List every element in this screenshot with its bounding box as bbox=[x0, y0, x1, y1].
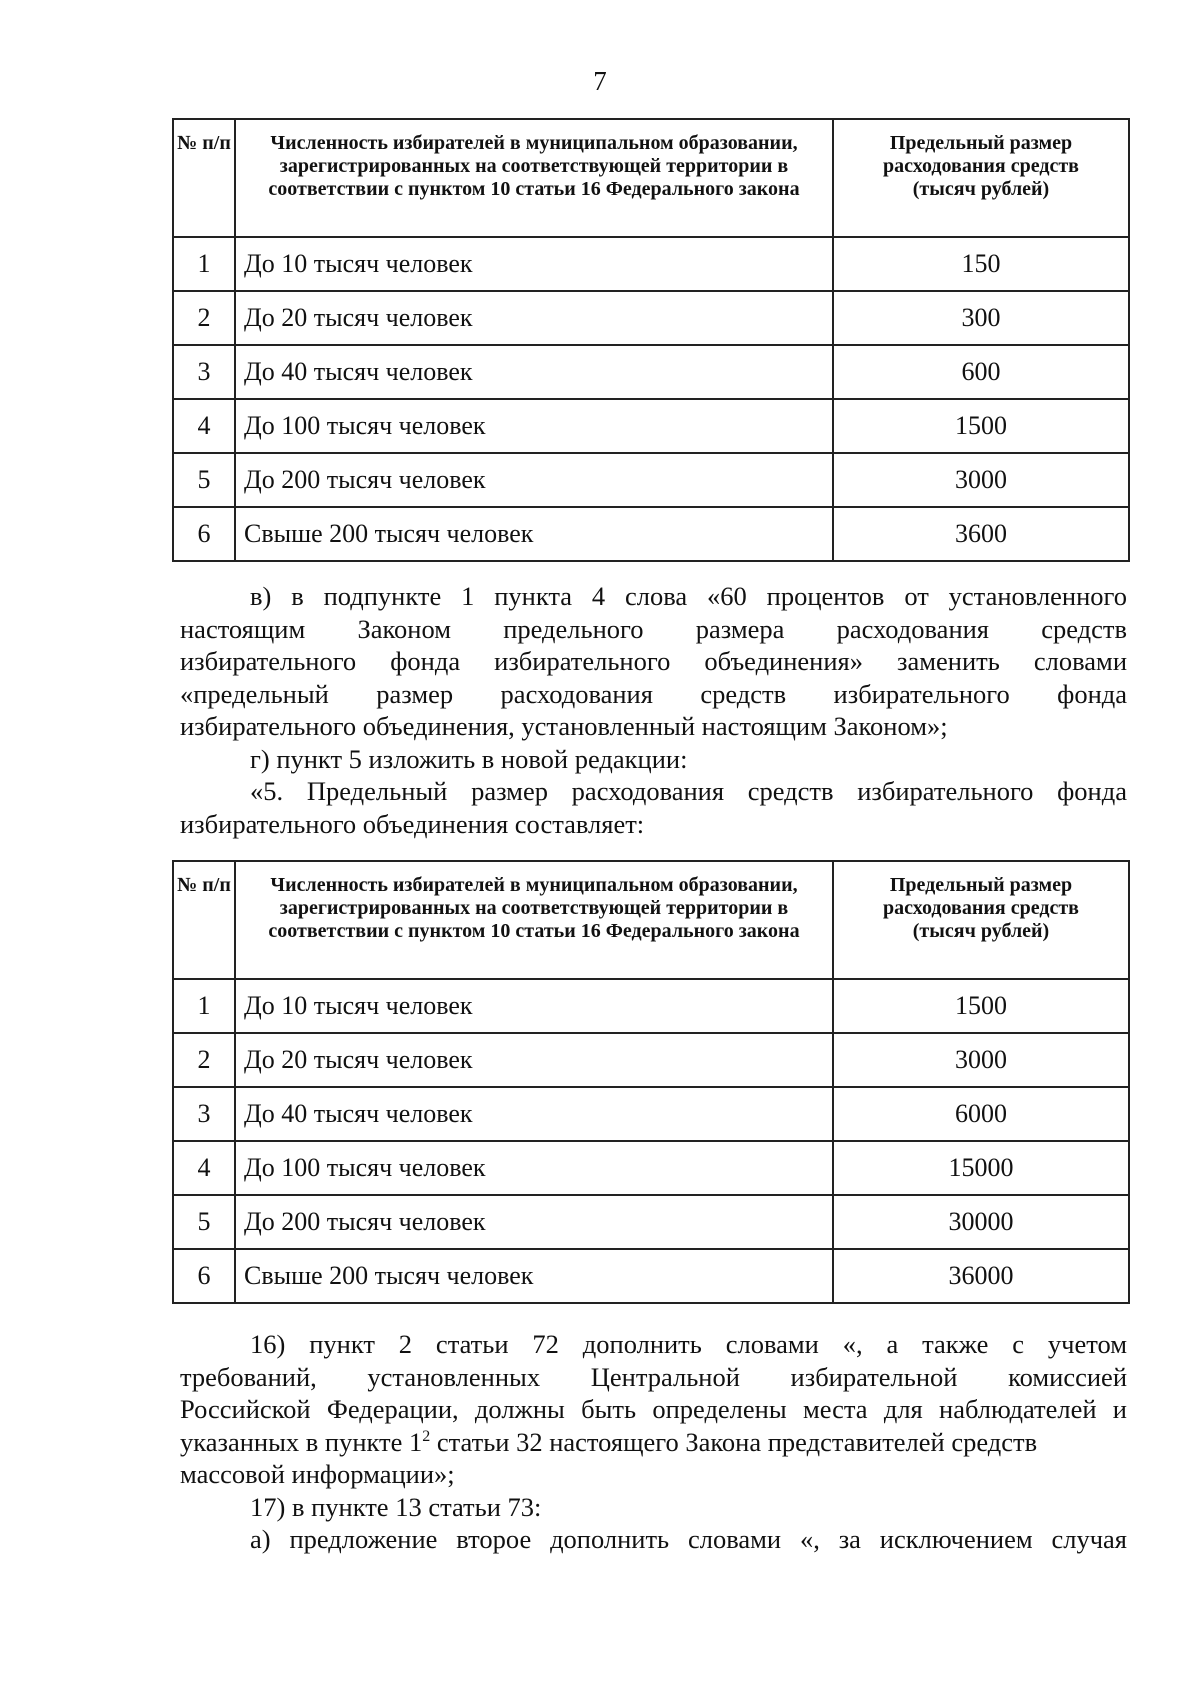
row-desc: Свыше 200 тысяч человек bbox=[235, 1249, 833, 1303]
row-num: 1 bbox=[173, 237, 235, 291]
paragraph-17: 17) в пункте 13 статьи 73: bbox=[250, 1491, 542, 1522]
row-desc: До 20 тысяч человек bbox=[235, 291, 833, 345]
row-desc: До 40 тысяч человек bbox=[235, 1087, 833, 1141]
row-value: 3000 bbox=[833, 1033, 1129, 1087]
row-value: 150 bbox=[833, 237, 1129, 291]
paragraph-line: Российской Федерации, должны быть определены места для наблюдателей и bbox=[180, 1394, 1127, 1424]
paragraph-line: избирательного фонда избирательного объединения» заменить словами bbox=[180, 646, 1127, 676]
row-num: 2 bbox=[173, 291, 235, 345]
table-row bbox=[173, 1249, 1129, 1303]
table-row bbox=[173, 1141, 1129, 1195]
row-desc: До 10 тысяч человек bbox=[235, 979, 833, 1033]
table-header-row bbox=[173, 861, 1129, 979]
page-number: 7 bbox=[593, 66, 607, 96]
table-row bbox=[173, 979, 1129, 1033]
row-num: 4 bbox=[173, 399, 235, 453]
header-num: № п/п bbox=[173, 861, 235, 979]
paragraph-line: требований, установленных Центральной избирательной комиссией bbox=[180, 1361, 1127, 1392]
paragraph-line: «предельный размер расходования средств избирательного фонда bbox=[180, 678, 1127, 709]
paragraph-line: массовой информации»; bbox=[180, 1459, 455, 1489]
row-num: 3 bbox=[173, 1087, 235, 1141]
table-row bbox=[173, 399, 1129, 453]
line-text: указанных в пункте 1 bbox=[180, 1426, 423, 1457]
row-num: 5 bbox=[173, 1195, 235, 1249]
row-desc: До 200 тысяч человек bbox=[235, 1195, 833, 1249]
table-row bbox=[173, 237, 1129, 291]
table-row bbox=[173, 507, 1129, 561]
row-value: 1500 bbox=[833, 979, 1129, 1033]
table-row bbox=[173, 453, 1129, 507]
row-value: 300 bbox=[833, 291, 1129, 345]
row-value: 1500 bbox=[833, 399, 1129, 453]
header-voters: Численность избирателей в муниципальном образовании, зарегистрированных на соответствующей территории в соответствии с пунктом 10 статьи 16 Федерального закона bbox=[235, 119, 833, 237]
line-text: статьи 32 настоящего Закона представителей средств bbox=[430, 1426, 1038, 1457]
paragraph-line: настоящим Законом предельного размера расходования средств bbox=[180, 613, 1127, 644]
row-num: 2 bbox=[173, 1033, 235, 1087]
paragraph-line: избирательного объединения составляет: bbox=[180, 808, 645, 839]
spending-limit-table-2 bbox=[172, 860, 1130, 1304]
row-num: 6 bbox=[173, 1249, 235, 1303]
row-desc: До 100 тысяч человек bbox=[235, 399, 833, 453]
row-value: 15000 bbox=[833, 1141, 1129, 1195]
header-num: № п/п bbox=[173, 119, 235, 237]
table-row bbox=[173, 345, 1129, 399]
row-num: 1 bbox=[173, 979, 235, 1033]
row-desc: До 10 тысяч человек bbox=[235, 237, 833, 291]
row-value: 3000 bbox=[833, 453, 1129, 507]
row-value: 600 bbox=[833, 345, 1129, 399]
row-value: 6000 bbox=[833, 1087, 1129, 1141]
row-num: 4 bbox=[173, 1141, 235, 1195]
row-num: 3 bbox=[173, 345, 235, 399]
paragraph-line: «5. Предельный размер расходования средств избирательного фонда bbox=[250, 776, 1127, 806]
paragraph-line: в) в подпункте 1 пункта 4 слова «60 процентов от установленного bbox=[250, 581, 1127, 611]
table-header-row bbox=[173, 119, 1129, 237]
superscript: 2 bbox=[422, 1427, 431, 1445]
row-value: 36000 bbox=[833, 1249, 1129, 1303]
row-num: 5 bbox=[173, 453, 235, 507]
spending-limit-table-1 bbox=[172, 118, 1130, 562]
row-value: 3600 bbox=[833, 507, 1129, 561]
table-row bbox=[173, 291, 1129, 345]
row-desc: До 20 тысяч человек bbox=[235, 1033, 833, 1087]
paragraph-line-with-superscript bbox=[180, 1426, 1127, 1459]
row-desc: До 200 тысяч человек bbox=[235, 453, 833, 507]
paragraph-g: г) пункт 5 изложить в новой редакции: bbox=[250, 743, 688, 774]
row-desc: До 40 тысяч человек bbox=[235, 345, 833, 399]
row-value: 30000 bbox=[833, 1195, 1129, 1249]
header-limit: Предельный размер расходования средств (тысяч рублей) bbox=[833, 861, 1129, 979]
header-limit: Предельный размер расходования средств (тысяч рублей) bbox=[833, 119, 1129, 237]
paragraph-16 bbox=[180, 1328, 1127, 1556]
paragraph-line: избирательного объединения, установленный настоящим Законом»; bbox=[180, 711, 948, 741]
table-row bbox=[173, 1087, 1129, 1141]
table-row bbox=[173, 1195, 1129, 1249]
row-desc: До 100 тысяч человек bbox=[235, 1141, 833, 1195]
row-num: 6 bbox=[173, 507, 235, 561]
paragraph-line: 16) пункт 2 статьи 72 дополнить словами «, а также с учетом bbox=[250, 1329, 1127, 1359]
paragraph-v bbox=[180, 580, 1127, 840]
paragraph-a: а) предложение второе дополнить словами «, за исключением случая bbox=[250, 1524, 1127, 1554]
table-row bbox=[173, 1033, 1129, 1087]
header-voters: Численность избирателей в муниципальном образовании, зарегистрированных на соответствующей территории в соответствии с пунктом 10 статьи 16 Федерального закона bbox=[235, 861, 833, 979]
row-desc: Свыше 200 тысяч человек bbox=[235, 507, 833, 561]
